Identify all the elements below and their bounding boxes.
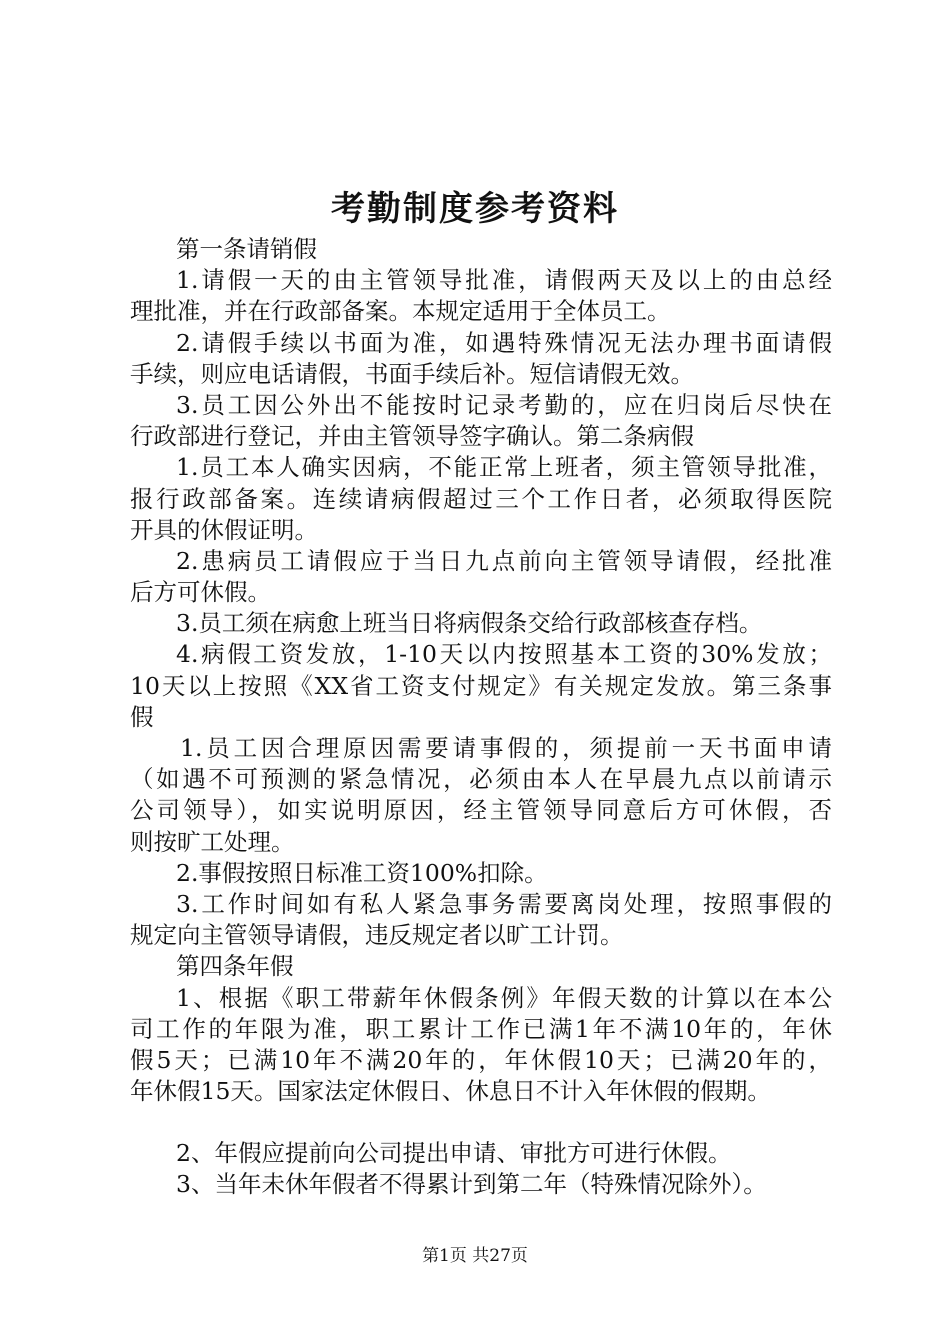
- page-number-footer: 第1页 共27页: [422, 1246, 528, 1266]
- paragraph-line: 3.员工因公外出不能按时记录考勤的，应在归岗后尽快在: [176, 390, 832, 419]
- paragraph-line: 4.病假工资发放，1-10天以内按照基本工资的30%发放；: [176, 640, 832, 669]
- section-heading: 第一条请销假: [176, 235, 317, 263]
- section-heading: 第四条年假: [176, 952, 294, 981]
- paragraph-line: 行政部进行登记，并由主管领导签字确认。第二条病假: [130, 422, 694, 451]
- paragraph-line: 1.员工因合理原因需要请事假的，须提前一天书面申请: [180, 734, 832, 762]
- paragraph-line: 3、当年未休年假者不得累计到第二年（特殊情况除外）。: [176, 1170, 767, 1199]
- paragraph-line: 2.患病员工请假应于当日九点前向主管领导请假，经批准: [176, 546, 832, 575]
- document-body: [130, 234, 832, 1201]
- paragraph-line: （如遇不可预测的紧急情况，必须由本人在早晨九点以前请示: [130, 765, 832, 794]
- paragraph-line: 后方可休假。: [130, 578, 271, 607]
- document-title: 考勤制度参考资料: [331, 189, 619, 229]
- blank-line: [130, 1107, 832, 1138]
- paragraph-line: 报行政部备案。连续请病假超过三个工作日者，必须取得医院: [130, 484, 832, 513]
- paragraph-line: 手续，则应电话请假，书面手续后补。短信请假无效。: [130, 359, 694, 388]
- paragraph-line: 2、年假应提前向公司提出申请、审批方可进行休假。: [176, 1139, 732, 1168]
- paragraph-line: 3.工作时间如有私人紧急事务需要离岗处理，按照事假的: [176, 889, 832, 918]
- paragraph-line: 2.事假按照日标准工资100%扣除。: [176, 858, 548, 887]
- paragraph-line: 1.请假一天的由主管领导批准，请假两天及以上的由总经: [176, 266, 832, 295]
- paragraph-line: 2.请假手续以书面为准，如遇特殊情况无法办理书面请假: [176, 328, 832, 357]
- paragraph-line: 理批准，并在行政部备案。本规定适用于全体员工。: [130, 297, 671, 326]
- paragraph-line: 假: [130, 702, 154, 731]
- paragraph-line: 假5天；已满10年不满20年的，年休假10天；已满20年的，: [130, 1045, 832, 1074]
- paragraph-line: 司工作的年限为准，职工累计工作已满1年不满10年的，年休: [130, 1014, 832, 1043]
- paragraph-line: 10天以上按照《XX省工资支付规定》有关规定发放。第三条事: [130, 671, 832, 700]
- paragraph-line: 则按旷工处理。: [130, 827, 295, 856]
- paragraph-line: 1.员工本人确实因病，不能正常上班者，须主管领导批准，: [176, 453, 832, 482]
- paragraph-line: 年休假15天。国家法定休假日、休息日不计入年休假的假期。: [130, 1077, 771, 1106]
- paragraph-line: 3.员工须在病愈上班当日将病假条交给行政部核查存档。: [176, 609, 763, 638]
- paragraph-line: 1、根据《职工带薪年休假条例》年假天数的计算以在本公: [176, 983, 832, 1012]
- paragraph-line: 公司领导），如实说明原因，经主管领导同意后方可休假，否: [130, 796, 832, 825]
- paragraph-line: 规定向主管领导请假，违反规定者以旷工计罚。: [130, 921, 624, 950]
- paragraph-line: 开具的休假证明。: [130, 515, 318, 544]
